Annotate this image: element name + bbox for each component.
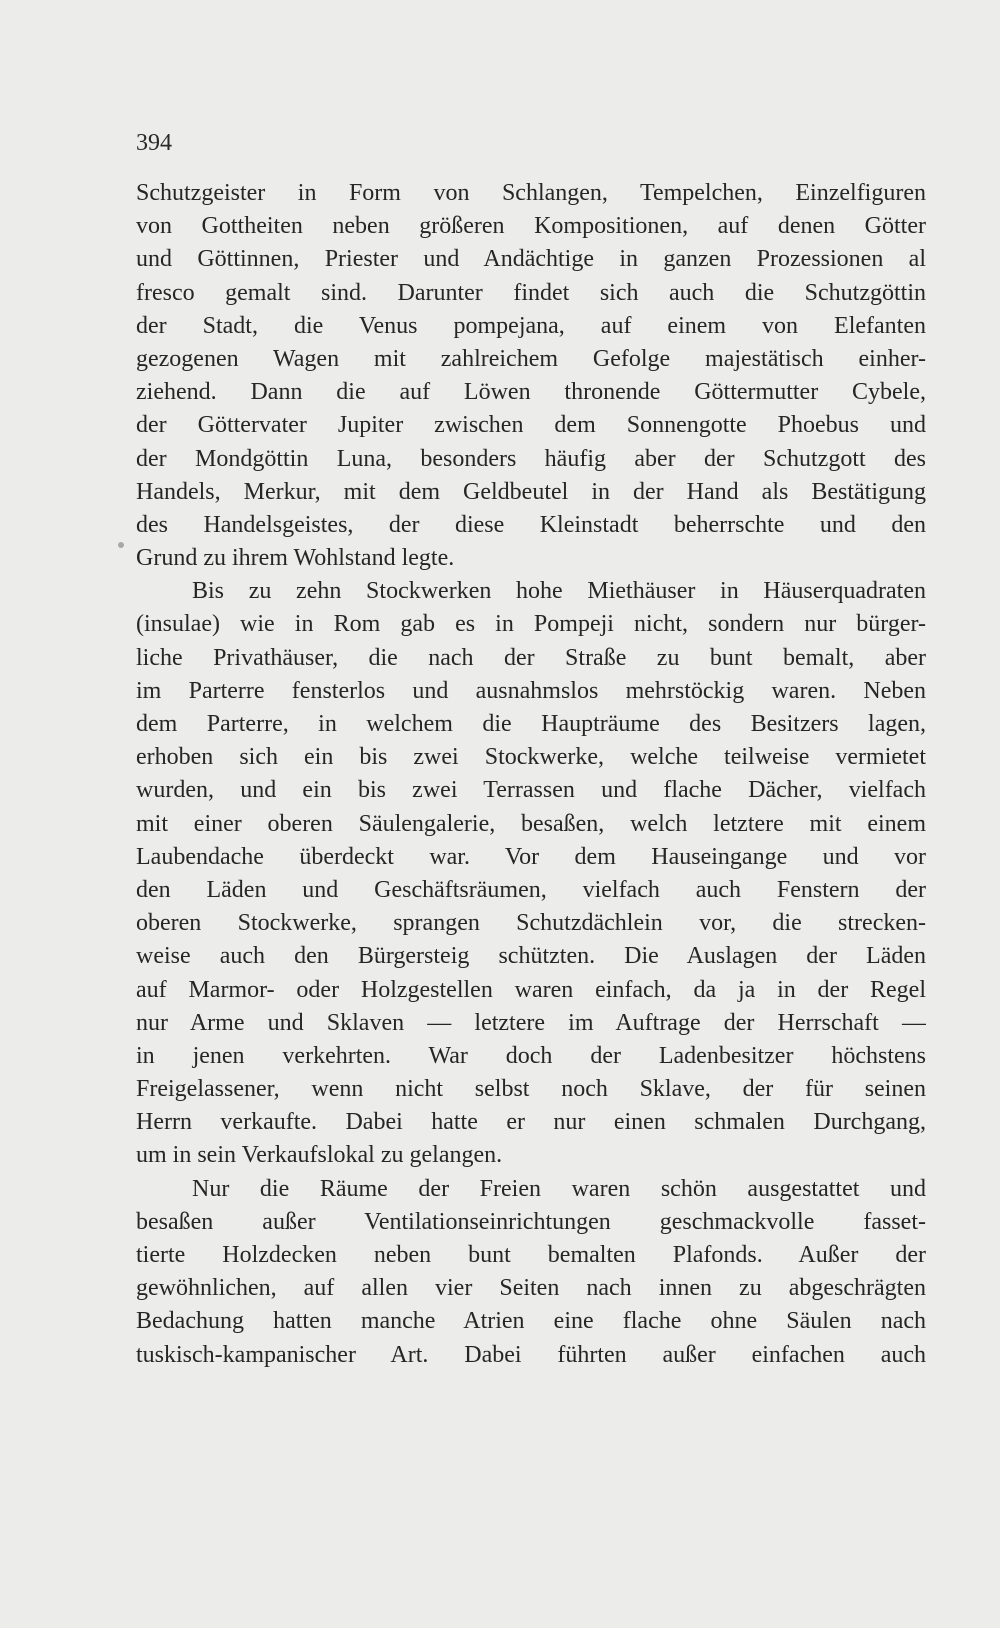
text-line: ziehend. Dann die auf Löwen thronende Göttermutter Cybele, [136, 379, 926, 406]
text-line: Nur die Räume der Freien waren schön ausgestattet und [192, 1175, 926, 1202]
text-line: Bis zu zehn Stockwerken hohe Miethäuser in Häuserquadraten [192, 578, 926, 605]
text-line: mit einer oberen Säulengalerie, besaßen, welch letztere mit einem [136, 810, 926, 837]
text-line: nur Arme und Sklaven — letztere im Auftrage der Herrschaft — [136, 1009, 926, 1036]
text-line: Herrn verkaufte. Dabei hatte er nur einen schmalen Durchgang, [136, 1109, 926, 1136]
text-line: fresco gemalt sind. Darunter findet sich auch die Schutzgöttin [136, 279, 926, 306]
text-line: der Göttervater Jupiter zwischen dem Sonnengotte Phoebus und [136, 412, 926, 439]
text-line: auf Marmor- oder Holzgestellen waren einfach, da ja in der Regel [136, 976, 926, 1003]
text-line: der Mondgöttin Luna, besonders häufig aber der Schutzgott des [136, 445, 926, 472]
text-line: weise auch den Bürgersteig schützten. Die Auslagen der Läden [136, 943, 926, 970]
text-line: in jenen verkehrten. War doch der Ladenbesitzer höchstens [136, 1042, 926, 1069]
text-line: liche Privathäuser, die nach der Straße zu bunt bemalt, aber [136, 644, 926, 671]
text-line: tierte Holzdecken neben bunt bemalten Plafonds. Außer der [136, 1242, 926, 1268]
text-line: oberen Stockwerke, sprangen Schutzdächlein vor, die strecken- [136, 910, 926, 937]
text-line: den Läden und Geschäftsräumen, vielfach auch Fenstern der [136, 876, 926, 903]
text-line: Freigelassener, wenn nicht selbst noch Sklave, der für seinen [136, 1076, 926, 1103]
text-line: Handels, Merkur, mit dem Geldbeutel in der Hand als Bestätigung [136, 478, 926, 505]
text-line: um in sein Verkaufslokal zu gelangen. [136, 1142, 503, 1169]
text-line: von Gottheiten neben größeren Kompositionen, auf denen Götter [136, 213, 926, 240]
text-line: im Parterre fensterlos und ausnahmslos mehrstöckig waren. Neben [136, 677, 926, 704]
text-line: der Stadt, die Venus pompejana, auf einem von Elefanten [136, 312, 926, 339]
text-line: Schutzgeister in Form von Schlangen, Tempelchen, Einzelfiguren [136, 180, 926, 206]
paper-speck [118, 542, 124, 548]
page-number: 394 [136, 130, 172, 156]
text-line: besaßen außer Ventilationseinrichtungen geschmackvolle fasset- [136, 1208, 926, 1235]
text-line: des Handelsgeistes, der diese Kleinstadt beherrschte und den [136, 511, 926, 538]
text-line: wurden, und ein bis zwei Terrassen und flache Dächer, vielfach [136, 777, 926, 804]
text-line: dem Parterre, in welchem die Haupträume des Besitzers lagen, [136, 711, 926, 737]
body-text [136, 177, 926, 1372]
text-line: (insulae) wie in Rom gab es in Pompeji nicht, sondern nur bürger- [136, 611, 926, 638]
text-line: erhoben sich ein bis zwei Stockwerke, welche teilweise vermietet [136, 744, 926, 771]
text-line: Grund zu ihrem Wohlstand legte. [136, 545, 455, 572]
text-line: Bedachung hatten manche Atrien eine flache ohne Säulen nach [136, 1308, 926, 1335]
text-line: gewöhnlichen, auf allen vier Seiten nach innen zu abgeschrägten [136, 1275, 926, 1302]
text-line: und Göttinnen, Priester und Andächtige in ganzen Prozessionen al [136, 246, 926, 273]
text-line: Laubendache überdeckt war. Vor dem Hauseingange und vor [136, 843, 926, 870]
text-line: gezogenen Wagen mit zahlreichem Gefolge majestätisch einher- [136, 345, 926, 372]
text-line: tuskisch-kampanischer Art. Dabei führten außer einfachen auch [136, 1341, 926, 1368]
